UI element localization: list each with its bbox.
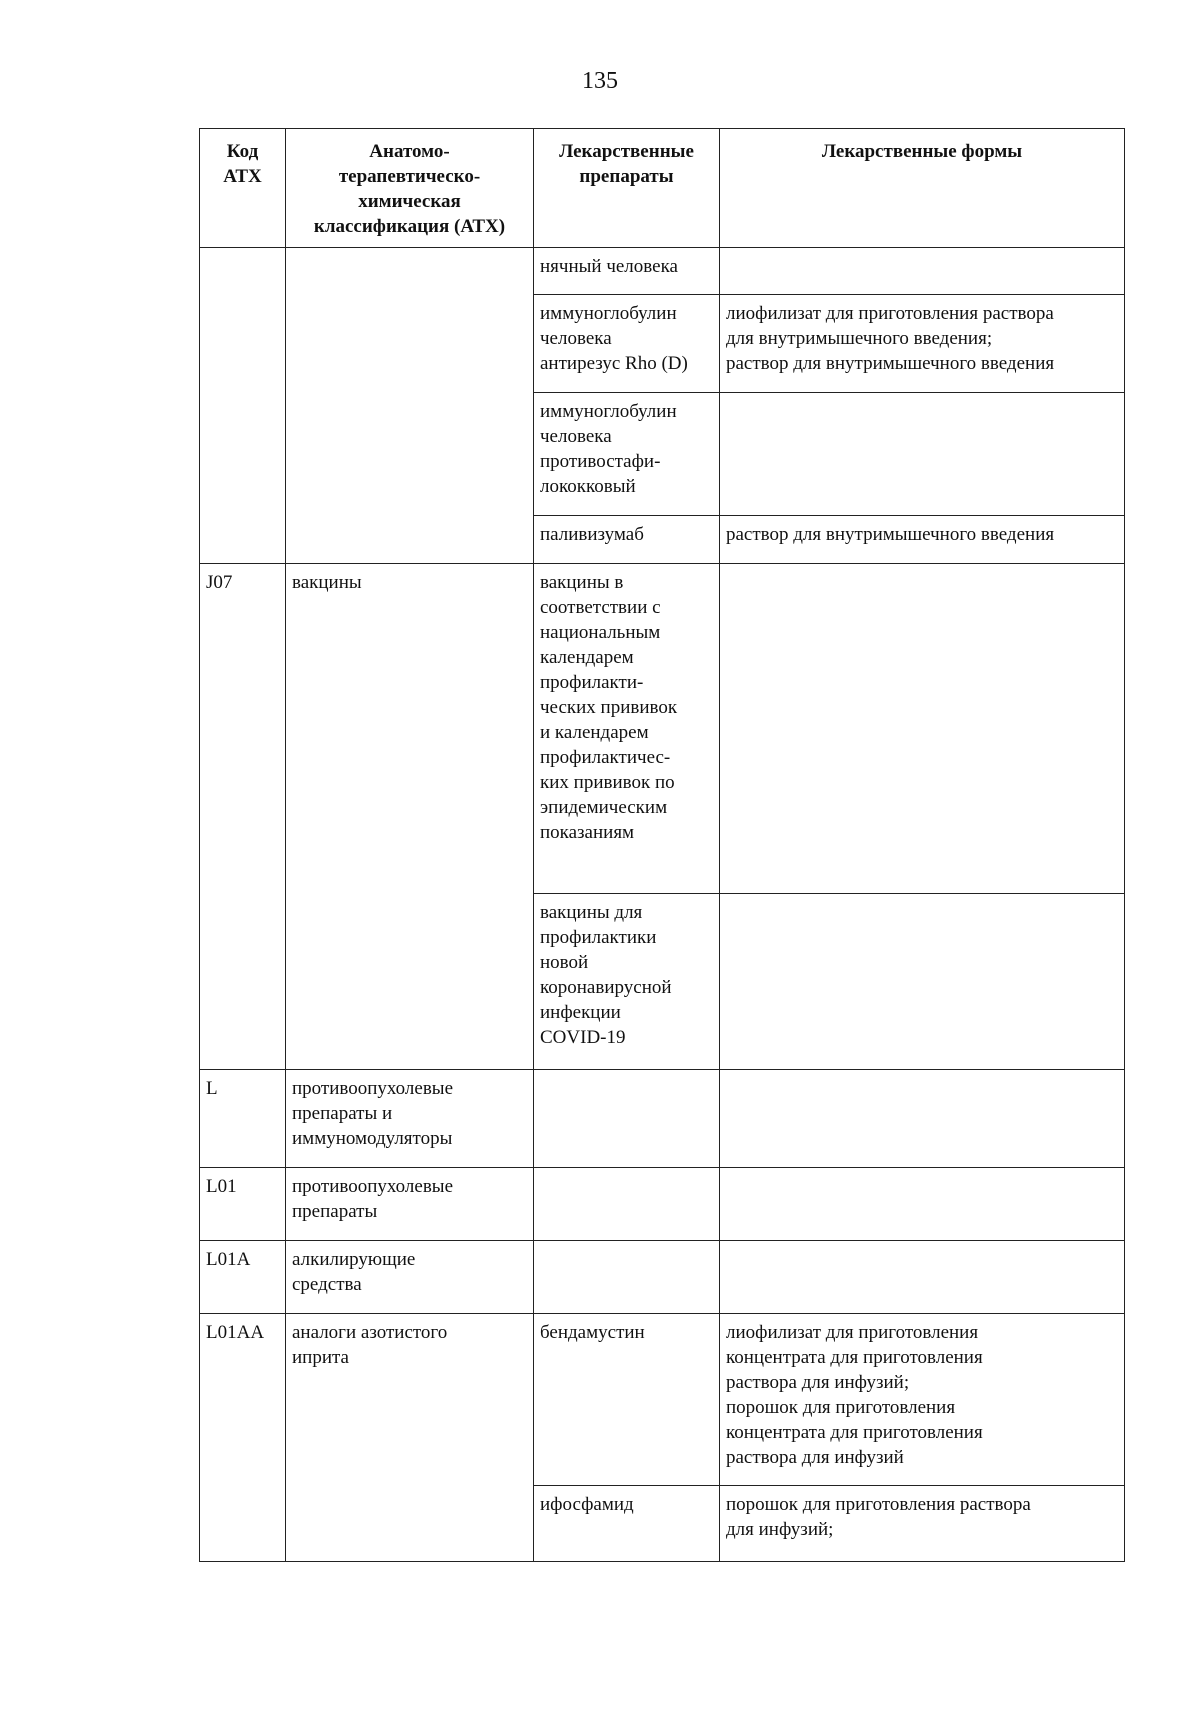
cell-drug: иммуноглобулин человека антирезус Rho (D) [534, 295, 720, 393]
cell-form [720, 1168, 1125, 1241]
cell-code [200, 248, 286, 564]
cell-classification: вакцины [286, 564, 534, 1070]
table-row [200, 564, 1125, 894]
cell-drug [534, 1241, 720, 1314]
cell-drug: паливизумаб [534, 516, 720, 564]
cell-drug [534, 1070, 720, 1168]
cell-drug: вакцины для профилактики новой коронавирусной инфекции COVID-19 [534, 894, 720, 1070]
header-drugs: Лекарственные препараты [534, 129, 720, 248]
cell-classification: противоопухолевые препараты [286, 1168, 534, 1241]
cell-form [720, 1070, 1125, 1168]
header-forms: Лекарственные формы [720, 129, 1125, 248]
table-row [200, 1241, 1125, 1314]
cell-classification [286, 248, 534, 564]
cell-form [720, 1241, 1125, 1314]
cell-form: раствор для внутримышечного введения [720, 516, 1125, 564]
cell-form [720, 393, 1125, 516]
atx-table [199, 128, 1125, 1562]
cell-classification: алкилирующие средства [286, 1241, 534, 1314]
cell-drug: нячный человека [534, 248, 720, 295]
cell-form [720, 248, 1125, 295]
table-row [200, 1168, 1125, 1241]
table-header-row [200, 129, 1125, 248]
cell-code: L [200, 1070, 286, 1168]
cell-form: лиофилизат для приготовления концентрата для приготовления раствора для инфузий; порошок для приготовления концентрата для приготовления раствора для инфузий [720, 1314, 1125, 1486]
cell-form: лиофилизат для приготовления раствора для внутримышечного введения; раствор для внутримышечного введения [720, 295, 1125, 393]
cell-code: L01A [200, 1241, 286, 1314]
cell-drug: иммуноглобулин человека противостафи- лококковый [534, 393, 720, 516]
cell-classification: противоопухолевые препараты и иммуномодуляторы [286, 1070, 534, 1168]
cell-classification: аналоги азотистого иприта [286, 1314, 534, 1562]
cell-code: J07 [200, 564, 286, 1070]
table-row [200, 1314, 1125, 1486]
cell-form [720, 564, 1125, 894]
cell-form [720, 894, 1125, 1070]
cell-form: порошок для приготовления раствора для инфузий; [720, 1486, 1125, 1562]
table-row [200, 1070, 1125, 1168]
header-classification: Анатомо- терапевтическо- химическая классификация (АТХ) [286, 129, 534, 248]
cell-drug: вакцины в соответствии с национальным календарем профилакти- ческих прививок и календарем профилактичес- ких прививок по эпидемическим показаниям [534, 564, 720, 894]
cell-drug: бендамустин [534, 1314, 720, 1486]
cell-code: L01AA [200, 1314, 286, 1562]
cell-code: L01 [200, 1168, 286, 1241]
page-number: 135 [582, 68, 618, 94]
header-code: Код АТХ [200, 129, 286, 248]
cell-drug [534, 1168, 720, 1241]
cell-drug: ифосфамид [534, 1486, 720, 1562]
table-row [200, 248, 1125, 295]
